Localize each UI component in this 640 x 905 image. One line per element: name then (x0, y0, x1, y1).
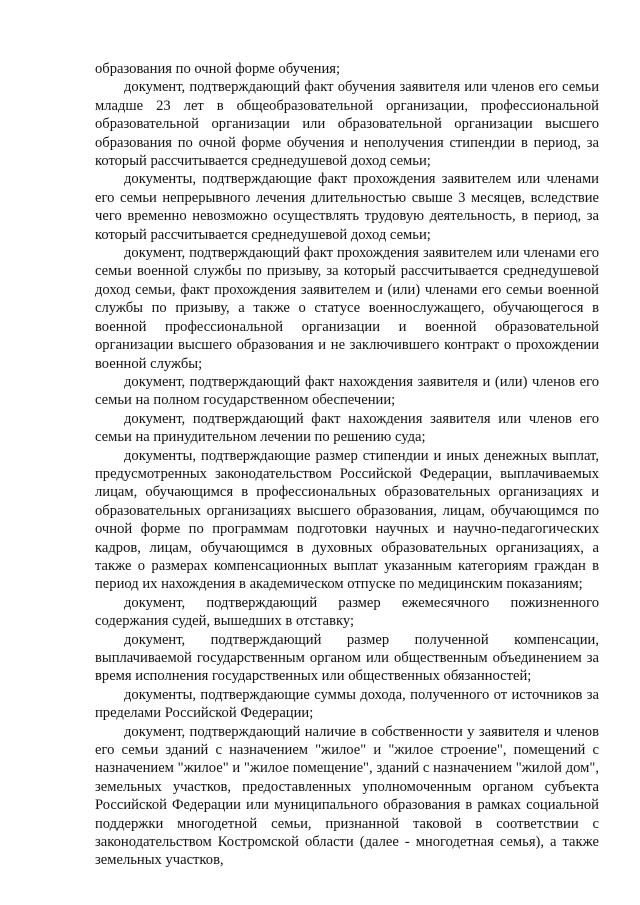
paragraph-3: документы, подтверждающие факт прохождения заявителем или членами его семьи непрерывного лечения длительностью свыше 3 месяцев, вследствие чего временно невозможно осуществлять трудовую деятельность, в период, за который рассчитывается среднедушевой доход семьи; (95, 171, 599, 243)
paragraph-11: документ, подтверждающий наличие в собственности у заявителя и членов его семьи зданий с назначением "жилое" и "жилое строение", помещений с назначением "жилое" и "жилое помещение", зданий с назначением "жилой дом", земельных участков, предоставленных уполномоченным органом субъекта Российской Федерации или муниципального образования в рамках социальной поддержки многодетной семьи, признанной таковой в соответствии с законодательством Костромской области (далее - многодетная семья), а также земельных участков, (95, 723, 599, 869)
paragraph-1: образования по очной форме обучения; (95, 61, 341, 77)
paragraph-8: документ, подтверждающий размер ежемесячного пожизненного содержания судей, вышедших в отставку; (95, 594, 599, 630)
paragraph-2: документ, подтверждающий факт обучения заявителя или членов его семьи младше 23 лет в общеобразовательной организации, профессиональной образовательной организации или образовательной организации высшего образования по очной форме обучения и неполучения стипендии в период, за который рассчитывается среднедушевой доход семьи; (95, 79, 599, 170)
paragraph-10: документы, подтверждающие суммы дохода, полученного от источников за пределами Российской Федерации; (95, 686, 599, 722)
paragraph-7: документы, подтверждающие размер стипендии и иных денежных выплат, предусмотренных законодательством Российской Федерации, выплачиваемых лицам, обучающимся в профессиональных образовательных организациях и образовательных организациях высшего образования, лицам, обучающимся по очной форме по программам подготовки научных и научно-педагогических кадров, лицам, обучающимся в духовных образовательных организациях, а также о размерах компенсационных выплат указанным категориям граждан в период их нахождения в академическом отпуске по медицинским показаниям; (95, 447, 599, 593)
paragraph-6: документ, подтверждающий факт нахождения заявителя или членов его семьи на принудительном лечении по решению суда; (95, 410, 599, 446)
paragraph-4: документ, подтверждающий факт прохождения заявителем или членами его семьи военной службы по призыву, за который рассчитывается среднедушевой доход семьи, факт прохождения заявителем и (или) членами его семьи военной службы по призыву, а также о статусе военнослужащего, обучающегося в военной профессиональной организации и военной образовательной организации высшего образования и не заключившего контракт о прохождении военной службы; (95, 245, 599, 372)
paragraph-9: документ, подтверждающий размер полученной компенсации, выплачиваемой государственным органом или общественным объединением за время исполнения государственных или общественных обязанностей; (95, 631, 599, 685)
document-body (95, 60, 599, 870)
paragraph-5: документ, подтверждающий факт нахождения заявителя и (или) членов его семьи на полном государственном обеспечении; (95, 373, 599, 409)
